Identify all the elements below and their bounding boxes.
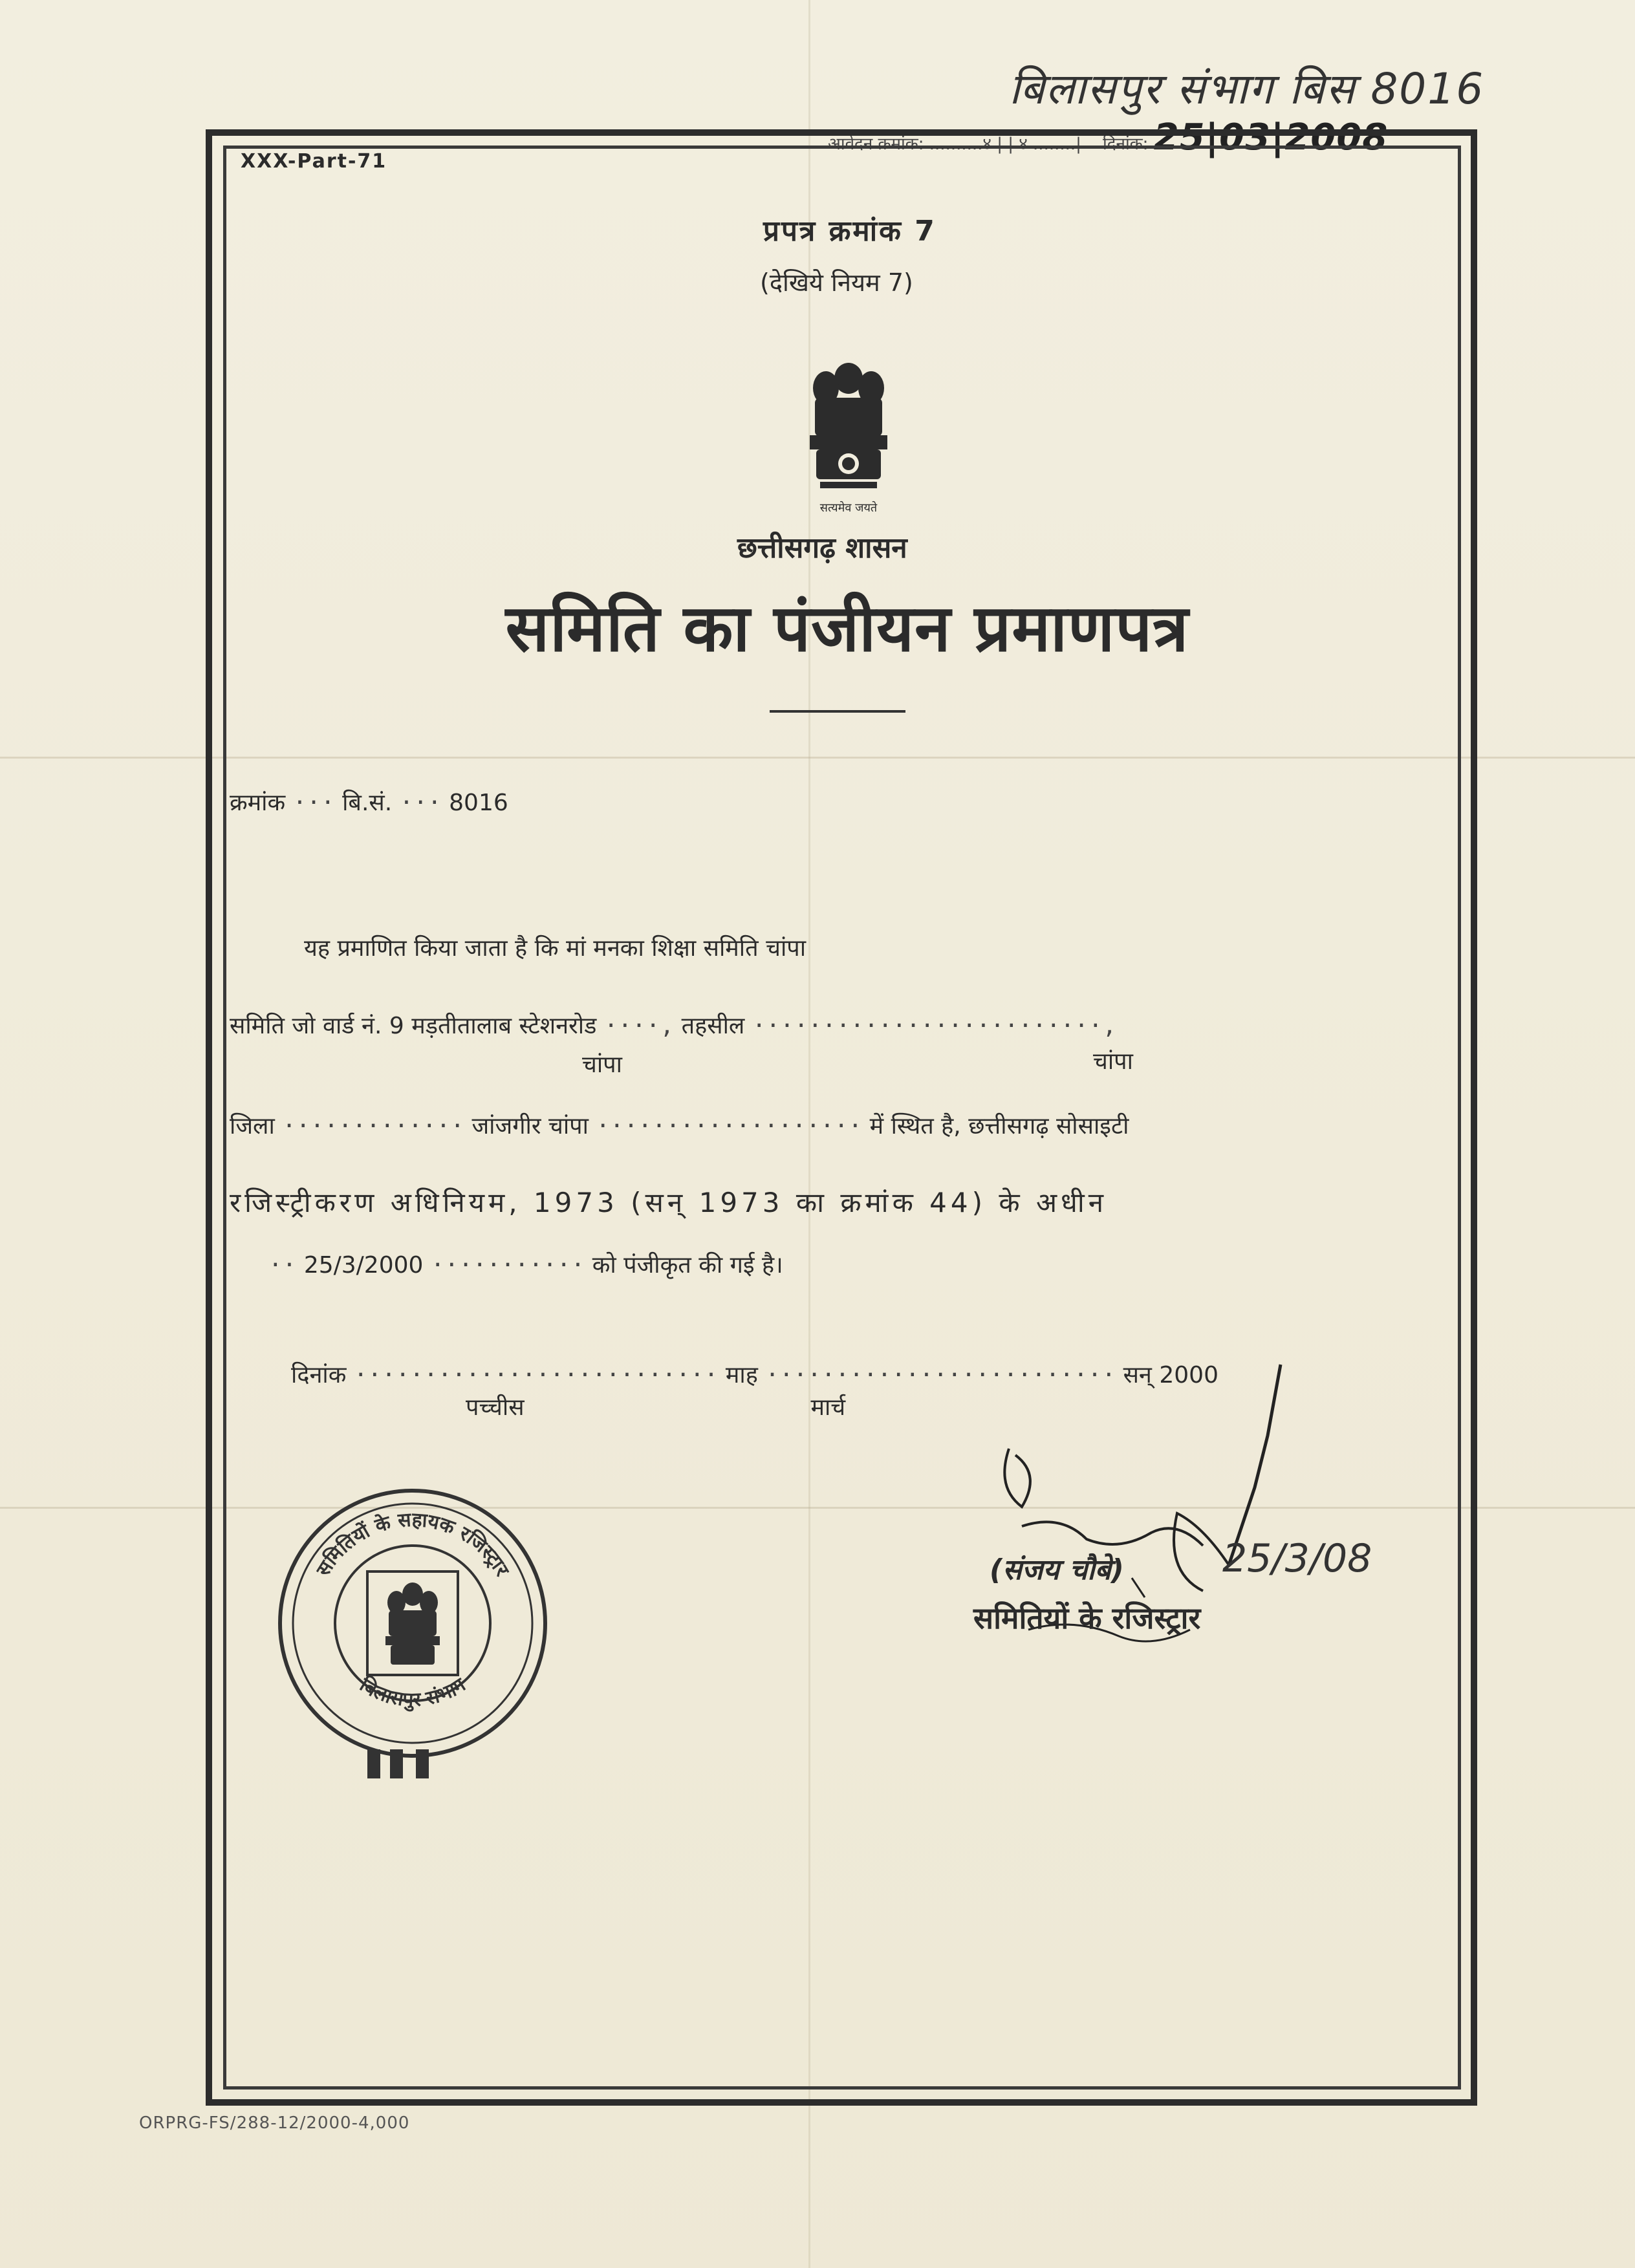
- address: मड़तीतालाब स्टेशनरोड: [411, 1013, 597, 1039]
- seal-bottom-text: बिलासपुर संभाग: [355, 1673, 470, 1712]
- issue-year-label: सन्: [1123, 1362, 1152, 1388]
- registrar-title: समितियों के रजिस्ट्रार: [973, 1601, 1201, 1636]
- ward-label: समिति जो वार्ड नं. 9: [230, 1013, 404, 1039]
- signature-date: 25/3/08: [1222, 1536, 1372, 1581]
- district-suffix: में स्थित है, छत्तीसगढ़ सोसाइटी: [869, 1113, 1129, 1139]
- form-number: प्रपत्र क्रमांक 7: [763, 215, 937, 248]
- serial-prefix: बि.सं.: [342, 790, 393, 816]
- district-label: जिला: [230, 1113, 275, 1139]
- issue-month: मार्च: [810, 1394, 846, 1421]
- seal-top-text: समितियों के सहायक रजिस्ट्रार: [312, 1508, 514, 1581]
- issue-day-month-values: [466, 1390, 845, 1422]
- tehsil-label: तहसील: [681, 1013, 745, 1039]
- svg-text:बिलासपुर संभाग: [355, 1672, 470, 1712]
- certificate-line-2: समिति जो वार्ड नं. 9 मड़तीतालाब स्टेशनरोड ····, तहसील ·························,: [230, 1013, 1117, 1039]
- registrar-seal-stamp: [270, 1481, 555, 1791]
- reference-prefix-label: आवेदन क्रमांक:: [828, 135, 924, 154]
- issue-day: पच्चीस: [466, 1394, 525, 1421]
- certificate-line-4: रजिस्ट्रीकरण अधिनियम, 1973 (सन् 1973 का क्रमांक 44) के अधीन: [230, 1187, 1108, 1218]
- form-code: XXX-Part-71: [241, 150, 387, 173]
- reference-date-label: दिनांक:: [1103, 135, 1149, 154]
- town-value: चांपा: [582, 1052, 622, 1078]
- serial-label: क्रमांक: [230, 790, 286, 816]
- handwritten-header: बिलासपुर संभाग बिस 8016: [1009, 64, 1485, 114]
- serial-number: 8016: [449, 790, 508, 816]
- registrar-name: (संजय चौबे): [990, 1553, 1124, 1586]
- registration-date: 25/3/2000: [303, 1252, 424, 1279]
- issue-date-row: दिनांक ·························· माह ························· सन् 2000: [291, 1362, 1218, 1388]
- issue-date-label: दिनांक: [291, 1362, 347, 1388]
- certificate-line-5: ·· 25/3/2000 ··········· को पंजीकृत की गई है।: [268, 1252, 783, 1279]
- tehsil-value: चांपा: [1093, 1048, 1133, 1075]
- reference-prefix-value: ..........४ | | ४ ........|: [929, 135, 1081, 154]
- emblem-caption: सत्यमेव जयते: [819, 501, 878, 515]
- certificate-line-1: यह प्रमाणित किया जाता है कि मां मनका शिक्षा समिति चांपा: [304, 935, 807, 962]
- issue-month-label: माह: [725, 1362, 758, 1388]
- certificate-line-3: जिला ············· जांजगीर चांपा ··················· में स्थित है, छत्तीसगढ़ सोसाइटी: [230, 1113, 1129, 1139]
- national-emblem-icon: [797, 352, 900, 521]
- rule-reference: (देखिये नियम 7): [760, 268, 913, 297]
- print-code-footer: ORPRG-FS/288-12/2000-4,000: [139, 2113, 410, 2133]
- issue-year: 2000: [1159, 1362, 1218, 1388]
- registration-suffix: को पंजीकृत की गई है।: [592, 1252, 783, 1279]
- serial-number-row: क्रमांक ··· बि.सं. ··· 8016: [230, 790, 508, 816]
- title-underline: [770, 710, 905, 713]
- district-value: जांजगीर चांपा: [471, 1113, 589, 1139]
- registrar-signature: [983, 1358, 1423, 1707]
- issuing-government: छत्तीसगढ़ शासन: [737, 532, 907, 565]
- certificate-title: समिति का पंजीयन प्रमाणपत्र: [505, 590, 1189, 666]
- reference-date-value: 25|03|2008: [1153, 116, 1389, 158]
